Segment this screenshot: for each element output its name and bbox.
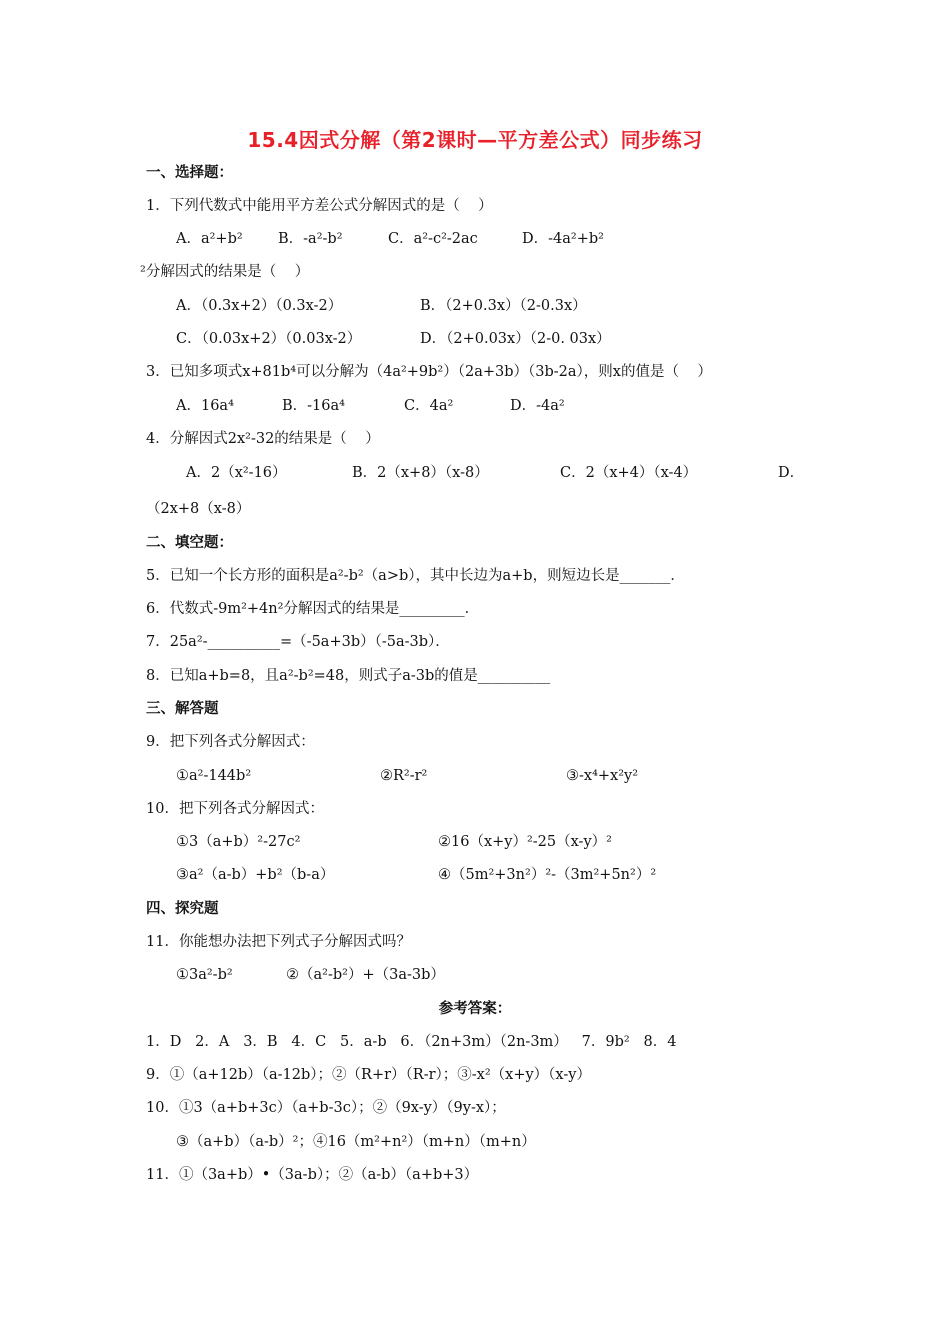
question-4-option-b: B．2（x+8）（x-8） [352, 465, 489, 481]
answer-line-10b: ③（a+b）（a-b）²；④16（m²+n²）（m+n）（m+n） [176, 1134, 536, 1150]
question-3-option-b: B．-16a⁴ [282, 398, 345, 414]
answer-line-10a: 10．①3（a+b+3c）（a+b-3c）；②（9x-y）（9y-x）； [146, 1100, 506, 1116]
question-6: 6．代数式-9m²+4n²分解因式的结果是_________． [146, 601, 480, 617]
question-10-part-4: ④（5m²+3n²）²-（3m²+5n²）² [438, 867, 657, 883]
section-heading-choice: 一、选择题： [146, 165, 233, 181]
answer-line-1: 1．D 2．A 3．B 4．C 5．a-b 6．（2n+3m）（2n-3m） 7．9b² 8．4 [146, 1034, 677, 1050]
question-10-part-1: ①3（a+b）²-27c² [176, 834, 301, 850]
answers-heading: 参考答案： [438, 1001, 512, 1017]
question-3-stem: 3．已知多项式x+81b⁴可以分解为（4a²+9b²）（2a+3b）（3b-2a），则x的值是（ ） [146, 364, 712, 380]
question-3-option-c: C．4a² [404, 398, 454, 414]
question-1-option-b: B．-a²-b² [278, 231, 343, 247]
question-2-option-a: A．（0.3x+2）（0.3x-2） [176, 298, 343, 314]
question-4-option-d-continued: （2x+8（x-8） [146, 501, 251, 517]
question-1-option-a: A．a²+b² [176, 231, 243, 247]
question-9-part-3: ③-x⁴+x²y² [566, 768, 639, 784]
question-7: 7．25a²-__________=（-5a+3b）（-5a-3b）． [146, 634, 450, 650]
question-1-option-c: C．a²-c²-2ac [388, 231, 478, 247]
question-11-part-2: ②（a²-b²）+（3a-3b） [286, 967, 445, 983]
question-10-part-2: ②16（x+y）²-25（x-y）² [438, 834, 612, 850]
question-2-stem: ²分解因式的结果是（ ） [140, 264, 310, 280]
answer-line-9: 9．①（a+12b）（a-12b）；②（R+r）（R-r）；③-x²（x+y）（x-y） [146, 1067, 591, 1083]
question-10-stem: 10．把下列各式分解因式： [146, 801, 324, 817]
question-10-part-3: ③a²（a-b）+b²（b-a） [176, 867, 335, 883]
question-2-option-c: C．（0.03x+2）（0.03x-2） [176, 331, 362, 347]
question-1-stem: 1．下列代数式中能用平方差公式分解因式的是（ ） [146, 198, 493, 214]
question-3-option-a: A．16a⁴ [176, 398, 234, 414]
page-title: 15.4因式分解（第2课时—平方差公式）同步练习 [247, 128, 703, 152]
question-2-option-d: D．（2+0.03x）（2-0. 03x） [420, 331, 611, 347]
question-4-option-d: D． [778, 465, 805, 481]
question-8: 8．已知a+b=8，且a²-b²=48，则式子a-3b的值是__________ [146, 668, 551, 684]
question-1-option-d: D．-4a²+b² [522, 231, 604, 247]
question-11-stem: 11．你能想办法把下列式子分解因式吗？ [146, 934, 411, 950]
section-heading-explore: 四、探究题 [146, 901, 219, 917]
question-5: 5．已知一个长方形的面积是a²-b²（a>b），其中长边为a+b，则短边长是_______． [146, 568, 685, 584]
question-4-option-a: A．2（x²-16） [186, 465, 287, 481]
question-4-option-c: C．2（x+4）（x-4） [560, 465, 698, 481]
answer-line-11: 11．①（3a+b）•（3a-b）；②（a-b）（a+b+3） [146, 1167, 479, 1183]
section-heading-solve: 三、解答题 [146, 701, 219, 717]
section-heading-fill: 二、填空题： [146, 535, 233, 551]
question-9-part-2: ②R²-r² [380, 768, 428, 784]
question-4-stem: 4．分解因式2x²-32的结果是（ ） [146, 431, 380, 447]
question-9-stem: 9．把下列各式分解因式： [146, 734, 315, 750]
question-3-option-d: D．-4a² [510, 398, 565, 414]
question-11-part-1: ①3a²-b² [176, 967, 233, 983]
question-9-part-1: ①a²-144b² [176, 768, 252, 784]
question-2-option-b: B．（2+0.3x）（2-0.3x） [420, 298, 587, 314]
